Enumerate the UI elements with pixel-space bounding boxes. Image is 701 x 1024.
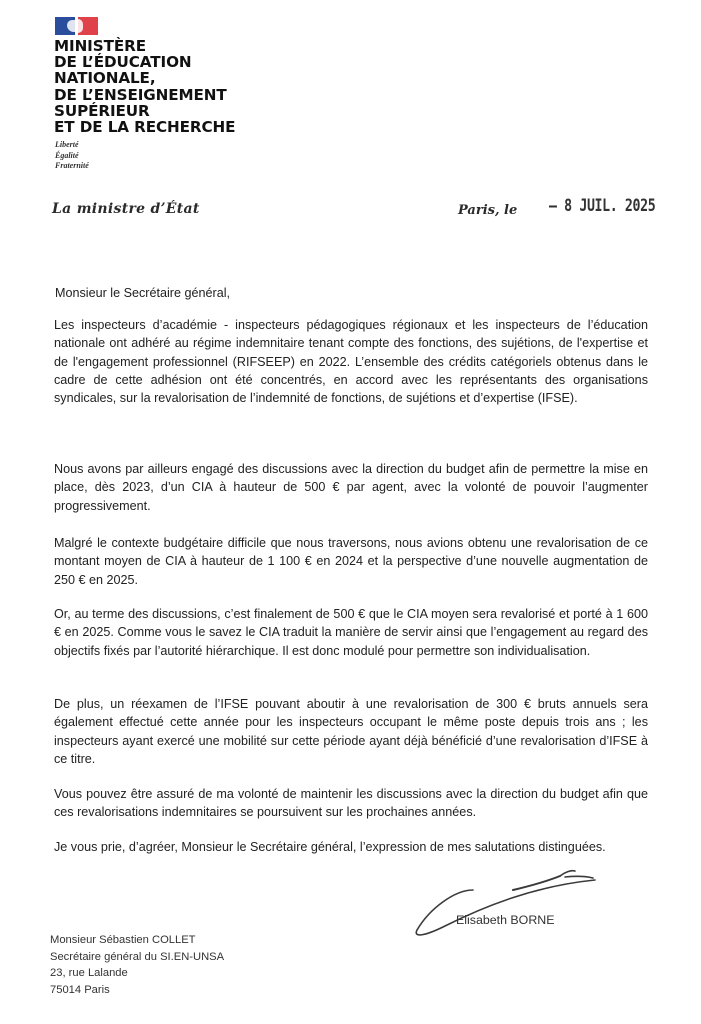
paragraph: Les inspecteurs d’académie - inspecteurs pédagogiques régionaux et les inspecteurs de l’éducation nationale ont adhéré au régime indemnitaire tenant compte des fonctions, des sujétions, de l'expertise et de l'engagement professionnel (RIFSEEP) en 2022. L’ensemble des crédits catégoriels obtenus dans le cadre de cette adhésion ont été concentrés, en accord avec les représentants des organisations syndicales, sur la revalorisation de l’indemnité de fonctions, de sujétions et d’expertise (IFSE). (54, 318, 648, 406)
ministry-line: DE L’ÉDUCATION (54, 53, 192, 72)
paragraph: Malgré le contexte budgétaire difficile que nous traversons, nous avions obtenu une revalorisation de ce montant moyen de CIA à hauteur de 1 100 € en 2024 et la perspective d’une nouvelle augmentation de 250 € en 2025. (54, 536, 648, 587)
address-line: Secrétaire général du SI.EN-UNSA (50, 950, 225, 963)
date-stamp: – 8 JUIL. 2025 (549, 196, 656, 216)
ministry-line: SUPÉRIEUR (54, 101, 150, 120)
place-label: Paris, le (458, 203, 518, 218)
republic-motto (55, 140, 89, 172)
ministry-line: NATIONALE, (54, 69, 156, 88)
ministry-line: ET DE LA RECHERCHE (54, 118, 236, 137)
motto-line: Liberté (55, 140, 79, 149)
handwritten-signature-icon (405, 868, 605, 938)
closing-paragraph: Je vous prie, d’agréer, Monsieur le Secrétaire général, l’expression de mes salutations distinguées. (54, 840, 606, 854)
motto-line: Égalité (55, 150, 79, 160)
signatory-title: La ministre d’État (52, 201, 200, 217)
flag-blue-band (55, 17, 75, 35)
signer-name: Elisabeth BORNE (456, 913, 555, 927)
paragraph: Nous avons par ailleurs engagé des discussions avec la direction du budget afin de permettre la mise en place, dès 2023, d’un CIA à hauteur de 500 € par agent, avec la volonté de pouvoir l’augmenter progressivement. (54, 462, 648, 513)
ministry-line: DE L’ENSEIGNEMENT (54, 85, 227, 104)
recipient-address (50, 932, 224, 998)
flag-red-band (78, 17, 98, 35)
salutation: Monsieur le Secrétaire général, (55, 286, 231, 300)
marianne-flag-icon (55, 17, 98, 35)
address-line: 75014 Paris (50, 983, 110, 996)
paragraph: Vous pouvez être assuré de ma volonté de maintenir les discussions avec la direction du budget afin que ces revalorisations indemnitaires se poursuivent sur les prochaines années. (54, 787, 648, 820)
ministry-line: MINISTÈRE (54, 37, 146, 55)
paragraph: Or, au terme des discussions, c’est finalement de 500 € que le CIA moyen sera revalorisé et porté à 1 600 € en 2025. Comme vous le savez le CIA traduit la manière de servir ainsi que l’engagement au regard des objectifs fixés par l’autorité hiérarchique. Il est donc modulé pour permettre son individualisation. (54, 607, 648, 658)
motto-line: Fraternité (55, 161, 89, 170)
paragraph: De plus, un réexamen de l’IFSE pouvant aboutir à une revalorisation de 300 € bruts annuels sera également effectué cette année pour les inspecteurs occupant le même poste depuis trois ans ; les inspecteurs ayant exercé une mobilité sur cette période ayant déjà bénéficié d’une revalorisation d’IFSE à ce titre. (54, 697, 648, 766)
address-line: Monsieur Sébastien COLLET (50, 934, 196, 946)
address-line: 23, rue Lalande (50, 967, 128, 979)
ministry-name (54, 38, 235, 135)
